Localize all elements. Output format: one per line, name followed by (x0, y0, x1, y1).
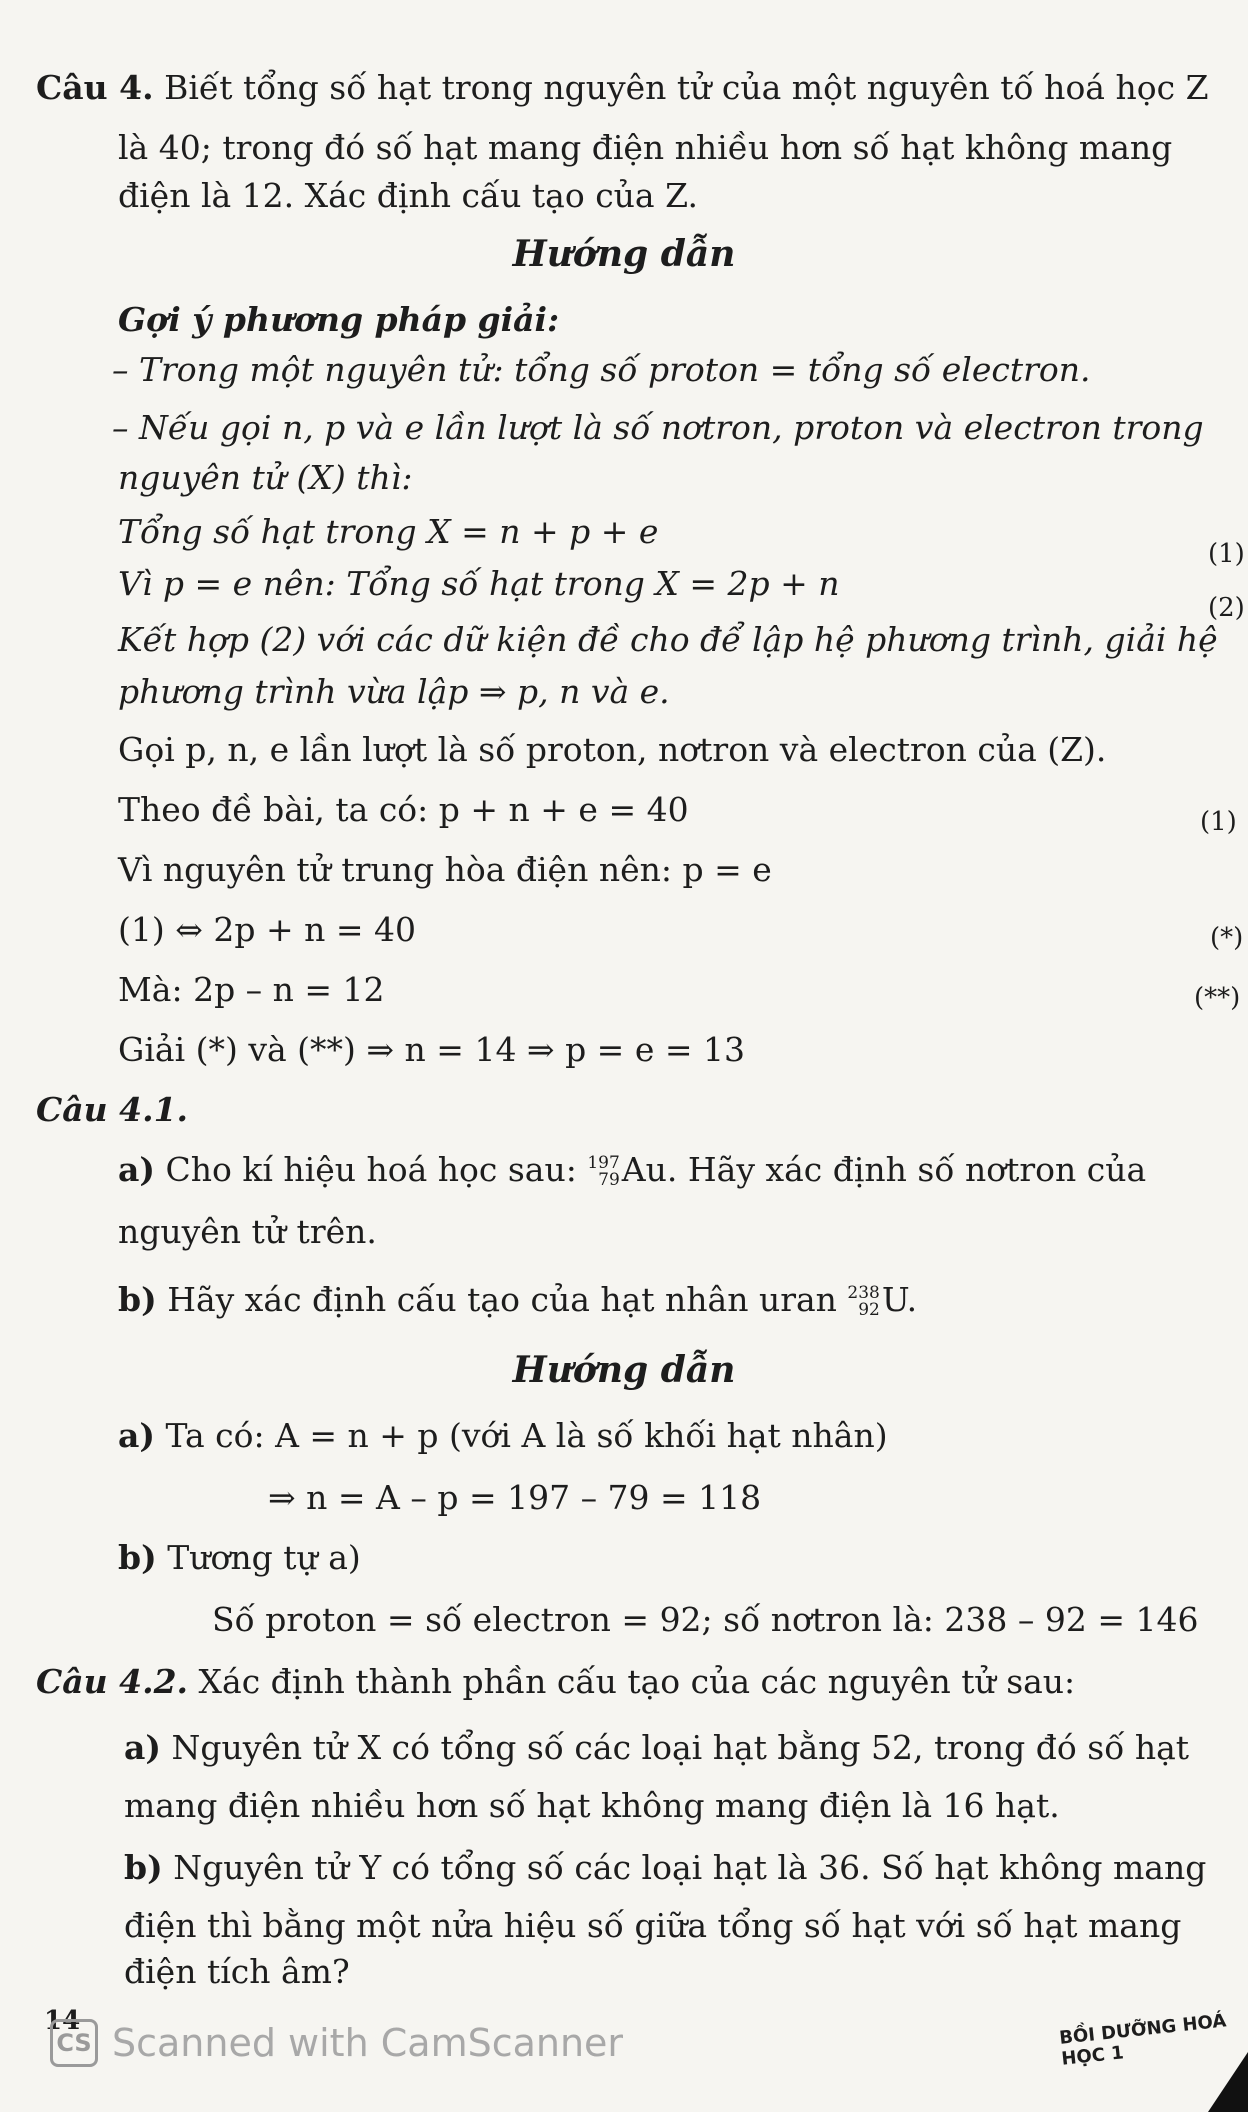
au-symbol: Au (621, 1150, 667, 1189)
sol41-a-line-1 (118, 1416, 888, 1456)
page-number: 14 (44, 2006, 81, 2036)
q41-a-text-1: Cho kí hiệu hoá học sau: (165, 1150, 577, 1189)
method-title: Gợi ý phương pháp giải: (118, 300, 560, 339)
method-line-7: phương trình vừa lập ⇒ p, n và e. (118, 672, 670, 711)
u-atomic-number: 92 (858, 1300, 880, 1320)
q42-b-label: b) (124, 1848, 163, 1887)
u-mass-number: 238 (847, 1283, 880, 1303)
u-nuclide-numbers (847, 1285, 879, 1319)
q41-label: Câu 4.1. (36, 1090, 189, 1129)
q42-a-label: a) (124, 1728, 161, 1767)
q4-line-3: điện là 12. Xác định cấu tạo của Z. (118, 176, 698, 215)
sol41-a-line-2: ⇒ n = A – p = 197 – 79 = 118 (268, 1478, 762, 1517)
q41-a-line-1 (118, 1150, 1146, 1190)
guide-heading-1: Hướng dẫn (512, 233, 736, 275)
q4-line-2: là 40; trong đó số hạt mang điện nhiều hơn số hạt không mang (118, 128, 1173, 167)
sol41-b-label: b) (118, 1538, 157, 1577)
sol4-line-3: Vì nguyên tử trung hòa điện nên: p = e (118, 850, 772, 889)
q4-line-1 (36, 68, 1209, 108)
camscanner-watermark (50, 2018, 623, 2068)
q42-intro: Xác định thành phần cấu tạo của các nguyên tử sau: (198, 1662, 1076, 1701)
sol41-a-text-1: Ta có: A = n + p (với A là số khối hạt nhân) (165, 1416, 888, 1455)
sol4-line-2: Theo đề bài, ta có: p + n + e = 40 (118, 790, 689, 829)
guide-heading-2: Hướng dẫn (512, 1349, 736, 1391)
q42-b-text-1: Nguyên tử Y có tổng số các loại hạt là 36. Số hạt không mang (173, 1848, 1207, 1887)
method-line-4: Tổng số hạt trong X = n + p + e (118, 512, 659, 551)
sol4-eq-1-number: (1) (1200, 807, 1237, 837)
sol4-line-1: Gọi p, n, e lần lượt là số proton, nơtron và electron của (Z). (118, 730, 1107, 769)
method-line-1: – Trong một nguyên tử: tổng số proton = tổng số electron. (112, 350, 1091, 389)
sol41-b-line-2: Số proton = số electron = 92; số nơtron là: 238 – 92 = 146 (212, 1600, 1199, 1639)
method-eq-1-number: (1) (1208, 539, 1245, 569)
method-line-3: nguyên tử (X) thì: (118, 458, 413, 497)
q41-b-text: Hãy xác định cấu tạo của hạt nhân uran (167, 1280, 837, 1319)
sol4-line-4: (1) ⇔ 2p + n = 40 (118, 910, 416, 949)
sol41-b-line-1 (118, 1538, 361, 1578)
sol4-line-6: Giải (*) và (**) ⇒ n = 14 ⇒ p = e = 13 (118, 1030, 745, 1069)
q41-b-line (118, 1280, 917, 1320)
sol41-a-label: a) (118, 1416, 155, 1455)
q42-b-line-3: điện tích âm? (124, 1952, 350, 1991)
au-atomic-number: 79 (598, 1170, 620, 1190)
sol4-eq-dstar-number: (**) (1194, 983, 1241, 1013)
q41-a-label: a) (118, 1150, 155, 1189)
sol4-eq-star-number: (*) (1210, 923, 1244, 953)
camscanner-text: Scanned with CamScanner (112, 2021, 624, 2065)
method-line-5: Vì p = e nên: Tổng số hạt trong X = 2p + n (118, 564, 840, 603)
au-nuclide-numbers (587, 1155, 619, 1189)
camscanner-icon: CS (50, 2019, 98, 2067)
q42-line-intro (36, 1662, 1075, 1702)
method-eq-2-number: (2) (1208, 593, 1245, 623)
q41-b-label: b) (118, 1280, 157, 1319)
q4-text-1: Biết tổng số hạt trong nguyên tử của một nguyên tố hoá học Z (164, 68, 1209, 107)
page-corner-shadow (1208, 2052, 1248, 2112)
method-line-6: Kết hợp (2) với các dữ kiện đề cho để lập hệ phương trình, giải hệ (118, 620, 1218, 659)
q4-label: Câu 4. (36, 68, 154, 107)
sol41-b-text-1: Tương tự a) (167, 1538, 361, 1577)
au-mass-number: 197 (587, 1153, 620, 1173)
q41-a-line-2: nguyên tử trên. (118, 1212, 377, 1251)
book-title-footer: BỒI DƯỠNG HOÁ HỌC 1 (1058, 2010, 1228, 2070)
sol4-line-5: Mà: 2p – n = 12 (118, 970, 385, 1009)
method-line-2: – Nếu gọi n, p và e lần lượt là số nơtron, proton và electron trong (112, 408, 1204, 447)
q42-a-line-1 (124, 1728, 1189, 1768)
q42-label: Câu 4.2. (36, 1662, 189, 1701)
q41-b-end: . (906, 1280, 918, 1319)
q42-a-text-1: Nguyên tử X có tổng số các loại hạt bằng 52, trong đó số hạt (171, 1728, 1190, 1767)
q41-a-text-2: . Hãy xác định số nơtron của (666, 1150, 1147, 1189)
u-symbol: U (881, 1280, 907, 1319)
q42-b-line-2: điện thì bằng một nửa hiệu số giữa tổng số hạt với số hạt mang (124, 1906, 1182, 1945)
q42-b-line-1 (124, 1848, 1206, 1888)
q42-a-line-2: mang điện nhiều hơn số hạt không mang điện là 16 hạt. (124, 1786, 1060, 1825)
